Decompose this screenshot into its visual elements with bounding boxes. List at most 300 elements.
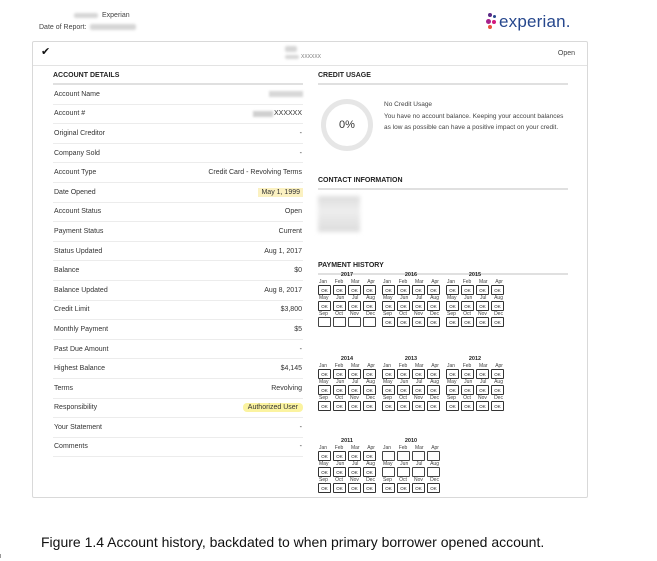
detail-label: Payment Status [54,227,104,235]
month-label: Mar [414,445,424,451]
detail-value: $3,800 [280,306,302,314]
month-label: Nov [414,395,423,401]
month-label: Sep [447,311,456,317]
payment-status-cell: OK [412,301,425,311]
payment-status-cell: OK [427,301,440,311]
payment-status-cell: OK [476,285,489,295]
month-label: Jul [415,379,423,385]
payment-status-cell: OK [397,369,410,379]
payment-status-cell: OK [348,369,361,379]
status-cell-row [318,467,376,477]
month-label: Feb [398,445,408,451]
payment-status-cell: OK [382,369,395,379]
status-cell-row [382,385,440,395]
status-cell-row [382,369,440,379]
month-label: Mar [478,363,488,369]
month-label: Dec [366,477,375,483]
detail-value: $0 [294,267,302,275]
detail-value: - [299,423,302,431]
month-label: Nov [350,477,359,483]
payment-status-cell: OK [476,301,489,311]
month-label: Oct [335,311,343,317]
month-label: Aug [366,295,375,301]
payment-status-cell [427,451,440,461]
payment-status-cell: OK [446,369,459,379]
month-label: Mar [350,279,360,285]
payment-status-cell: OK [397,317,410,327]
month-label: Mar [414,363,424,369]
month-label: Oct [399,395,407,401]
status-cell-row [446,301,504,311]
month-label: Sep [319,311,328,317]
detail-row [53,124,303,144]
month-label: Jan [319,363,328,369]
payment-status-cell: OK [333,301,346,311]
payment-year-block [318,272,376,327]
month-label: Dec [494,395,503,401]
month-label: Mar [350,363,360,369]
month-label: Aug [494,379,503,385]
detail-row [53,320,303,340]
payment-status-cell: OK [348,401,361,411]
payment-status-cell: OK [382,301,395,311]
detail-value-wrap [258,188,303,197]
payment-status-cell: OK [397,483,410,493]
redacted-creditor [285,46,297,52]
month-label: Nov [478,311,487,317]
payment-year-block [382,272,440,327]
report-date-label: Date of Report: [39,24,87,31]
detail-value-wrap [300,346,303,353]
month-label: Apr [495,363,503,369]
payment-status-cell: OK [476,369,489,379]
month-label: Apr [367,445,375,451]
payment-status-cell: OK [382,483,395,493]
detail-value: - [299,129,302,137]
detail-value: Credit Card - Revolving Terms [208,169,302,177]
detail-value-wrap [264,287,303,294]
month-label: Mar [350,445,360,451]
month-label: Oct [399,477,407,483]
month-label: Dec [366,395,375,401]
month-label: Sep [319,395,328,401]
month-label: Sep [447,395,456,401]
status-cell-row [382,483,440,493]
detail-value-wrap [294,267,303,274]
month-label: Jun [336,461,345,467]
edge-mark [0,554,1,558]
month-label: Sep [383,395,392,401]
payment-year-label: 2010 [404,438,418,444]
month-label: Jun [336,295,345,301]
month-label: Feb [462,363,472,369]
status-cell-row [446,369,504,379]
month-label: Jun [400,379,409,385]
month-label: Aug [494,295,503,301]
payment-status-cell: OK [427,317,440,327]
detail-value-wrap [300,150,303,157]
detail-row [53,163,303,183]
payment-status-cell: OK [412,401,425,411]
payment-year-block [446,272,504,327]
month-label: Jul [351,461,359,467]
status-cell-row [318,301,376,311]
detail-value: May 1, 1999 [258,188,303,197]
status-cell-row [318,451,376,461]
month-label: Jun [400,461,409,467]
detail-row [53,105,303,125]
detail-value-wrap [281,306,303,313]
month-label: Apr [367,279,375,285]
status-cell-row [382,401,440,411]
payment-status-cell: OK [318,451,331,461]
detail-row [53,261,303,281]
payment-year-label: 2013 [404,356,418,362]
redacted-account-prefix [253,111,273,117]
detail-label: Date Opened [54,188,96,196]
payment-status-cell: OK [491,369,504,379]
payment-status-cell: OK [461,369,474,379]
month-label: Mar [414,279,424,285]
month-label: Oct [399,311,407,317]
month-label: May [447,379,457,385]
detail-value: $5 [294,325,302,333]
detail-value-wrap [300,424,303,431]
detail-value: Open [284,208,302,216]
redacted-value [269,91,303,97]
month-label: Sep [383,477,392,483]
payment-status-cell: OK [412,483,425,493]
month-label: Sep [383,311,392,317]
month-label: Jan [447,279,456,285]
payment-status-cell: OK [397,385,410,395]
payment-status-cell: OK [461,317,474,327]
payment-status-cell: OK [363,451,376,461]
payment-status-cell: OK [333,285,346,295]
detail-value: Current [278,227,302,235]
payment-status-cell: OK [476,317,489,327]
payment-status-cell: OK [476,385,489,395]
month-label: Jul [351,295,359,301]
payment-status-cell [382,451,395,461]
detail-value: $4,145 [280,365,302,373]
payment-status-cell: OK [382,285,395,295]
month-label: Aug [430,295,439,301]
credit-usage-box [318,85,568,153]
status-cell-row [318,401,376,411]
detail-value-wrap [271,385,303,392]
detail-value: XXXXXX [273,110,302,118]
payment-year-label: 2012 [468,356,482,362]
detail-value-wrap [300,130,303,137]
detail-label: Balance Updated [54,286,108,294]
account-details-list [53,85,303,457]
status-cell-row [446,317,504,327]
month-label: Jan [447,363,456,369]
month-label: Nov [414,311,423,317]
month-label: Jun [400,295,409,301]
payment-status-cell: OK [333,483,346,493]
month-label: Aug [430,379,439,385]
payment-status-cell: OK [333,467,346,477]
detail-row [53,438,303,458]
payment-status-cell: OK [363,467,376,477]
checkmark-icon: ✔ [41,46,51,58]
month-label: Jan [319,445,328,451]
detail-label: Status Updated [54,247,103,255]
detail-label: Responsibility [54,404,98,412]
month-label: Feb [398,363,408,369]
month-label: Oct [335,477,343,483]
status-cell-row [318,317,376,327]
payment-year-label: 2011 [341,438,353,444]
payment-status-cell: OK [333,385,346,395]
month-label: Dec [494,311,503,317]
detail-label: Past Due Amount [54,345,109,353]
month-label: May [447,295,457,301]
payment-status-cell: OK [446,317,459,327]
status-cell-row [382,451,440,461]
payment-status-cell: OK [348,385,361,395]
detail-row [53,222,303,242]
right-column [318,72,568,491]
payment-status-cell: OK [446,301,459,311]
month-label: Dec [430,311,439,317]
payment-status-cell [348,317,361,327]
contact-info-title: CONTACT INFORMATION [318,177,568,190]
payment-status-cell: OK [491,285,504,295]
payment-year-label: 2016 [404,272,418,278]
payment-status-cell: OK [318,301,331,311]
month-label: Jan [383,363,392,369]
credit-usage-text: You have no account balance. Keeping your account balances as low as possible can have a positive impact on your credit. [384,113,564,131]
status-cell-row [382,285,440,295]
detail-label: Account # [54,110,86,118]
month-label: Nov [350,311,359,317]
payment-status-cell: OK [461,285,474,295]
detail-value: - [299,443,302,451]
detail-label: Account Name [54,90,100,98]
detail-row [53,85,303,105]
detail-label: Highest Balance [54,365,105,373]
detail-value: Authorized User [243,403,303,412]
payment-year-block [382,438,440,493]
month-label: Jul [415,461,423,467]
detail-row [53,379,303,399]
payment-status-cell: OK [461,385,474,395]
payment-status-cell [412,451,425,461]
month-label: Feb [334,363,344,369]
detail-row [53,340,303,360]
payment-status-cell: OK [363,483,376,493]
month-label: Feb [398,279,408,285]
detail-value: - [299,345,302,353]
month-label: May [319,295,329,301]
month-label: Mar [478,279,488,285]
detail-label: Your Statement [54,423,102,431]
month-label: Apr [431,279,439,285]
payment-status-cell: OK [363,285,376,295]
payment-status-cell [363,317,376,327]
payment-status-cell: OK [333,451,346,461]
payment-year-label: 2015 [468,272,482,278]
detail-label: Terms [54,384,74,392]
month-label: Apr [495,279,503,285]
payment-status-cell: OK [382,401,395,411]
detail-row [53,359,303,379]
status-cell-row [446,385,504,395]
payment-year-block [382,356,440,411]
payment-status-cell [318,317,331,327]
detail-row [53,399,303,419]
payment-status-cell: OK [412,285,425,295]
payment-status-cell: OK [446,401,459,411]
month-label: Jan [319,279,328,285]
detail-value-wrap [264,248,303,255]
month-label: Oct [335,395,343,401]
payment-history-title: PAYMENT HISTORY [318,262,568,275]
month-label: Nov [350,395,359,401]
payment-status-cell: OK [491,301,504,311]
month-label: Dec [430,395,439,401]
month-label: Jul [415,295,423,301]
detail-label: Account Status [54,208,102,216]
payment-status-cell: OK [397,285,410,295]
credit-usage-percent: 0% [339,119,355,131]
month-label: Jul [351,379,359,385]
payment-status-cell: OK [397,401,410,411]
payment-status-cell: OK [491,317,504,327]
status-cell-row [446,401,504,411]
month-label: Jan [383,279,392,285]
payment-status-cell: OK [363,385,376,395]
detail-value-wrap [281,365,303,372]
detail-label: Company Sold [54,149,100,157]
month-label: Jun [464,379,473,385]
account-panel [32,41,588,498]
payment-status-cell: OK [427,385,440,395]
month-label: May [319,379,329,385]
payment-status-cell: OK [333,369,346,379]
payment-year-block [318,438,376,493]
payment-status-cell: OK [363,401,376,411]
logo-dots-icon [486,12,498,32]
payment-status-cell: OK [363,369,376,379]
month-label: Aug [430,461,439,467]
detail-value: Aug 8, 2017 [264,286,302,294]
payment-year-label: 2017 [340,272,354,278]
report-source-name: Experian [102,12,130,19]
payment-status-cell: OK [318,483,331,493]
month-label: Oct [463,395,471,401]
detail-label: Credit Limit [54,306,90,314]
payment-status-cell: OK [461,301,474,311]
payment-status-cell: OK [318,467,331,477]
detail-row [53,144,303,164]
detail-value-wrap [253,110,303,117]
payment-status-cell: OK [318,285,331,295]
month-label: Jun [464,295,473,301]
month-label: Dec [430,477,439,483]
payment-status-cell: OK [397,301,410,311]
detail-label: Original Creditor [54,129,105,137]
payment-status-cell [397,467,410,477]
detail-value-wrap [279,228,303,235]
experian-logo[interactable] [486,11,571,33]
redacted-report-date [90,24,136,30]
payment-year-block [446,356,504,411]
report-header [0,0,657,40]
detail-value: Revolving [271,384,302,392]
payment-status-cell: OK [348,451,361,461]
account-summary-row[interactable] [33,42,587,66]
detail-value-wrap [285,208,303,215]
logo-text: experian. [499,12,571,31]
detail-row [53,281,303,301]
detail-label: Comments [54,443,88,451]
credit-usage-heading: No Credit Usage [384,101,433,108]
detail-row [53,183,303,203]
month-label: Nov [478,395,487,401]
detail-value-wrap [208,169,303,176]
month-label: Apr [431,445,439,451]
payment-year-block [318,356,376,411]
account-status-top: Open [557,50,575,57]
detail-value: Aug 1, 2017 [264,247,302,255]
payment-status-cell: OK [318,401,331,411]
month-label: Nov [414,477,423,483]
month-label: Apr [431,363,439,369]
month-label: Apr [367,363,375,369]
payment-status-cell: OK [348,467,361,477]
credit-usage-ring [321,99,373,151]
payment-status-cell: OK [412,369,425,379]
detail-row [53,203,303,223]
month-label: May [383,461,393,467]
payment-status-cell: OK [491,401,504,411]
payment-status-cell: OK [382,317,395,327]
payment-status-cell [427,467,440,477]
month-label: May [319,461,329,467]
detail-label: Monthly Payment [54,325,109,333]
detail-value-wrap [243,403,303,412]
redacted-contact-info [318,196,360,232]
redacted-account-prefix [285,55,299,59]
payment-status-cell: OK [412,317,425,327]
payment-status-cell: OK [461,401,474,411]
detail-value-wrap [294,326,303,333]
detail-label: Balance [54,267,80,275]
payment-status-cell: OK [412,385,425,395]
month-label: Sep [319,477,328,483]
redacted-name [74,13,98,18]
payment-status-cell: OK [446,285,459,295]
detail-value-wrap [300,443,303,450]
payment-status-cell: OK [348,483,361,493]
month-label: Feb [334,445,344,451]
detail-row [53,418,303,438]
payment-status-cell: OK [427,369,440,379]
month-label: Aug [366,461,375,467]
month-label: Oct [463,311,471,317]
month-label: Aug [366,379,375,385]
status-cell-row [382,317,440,327]
payment-status-cell: OK [348,285,361,295]
payment-status-cell: OK [333,401,346,411]
payment-status-cell [397,451,410,461]
detail-row [53,301,303,321]
payment-status-cell: OK [427,401,440,411]
